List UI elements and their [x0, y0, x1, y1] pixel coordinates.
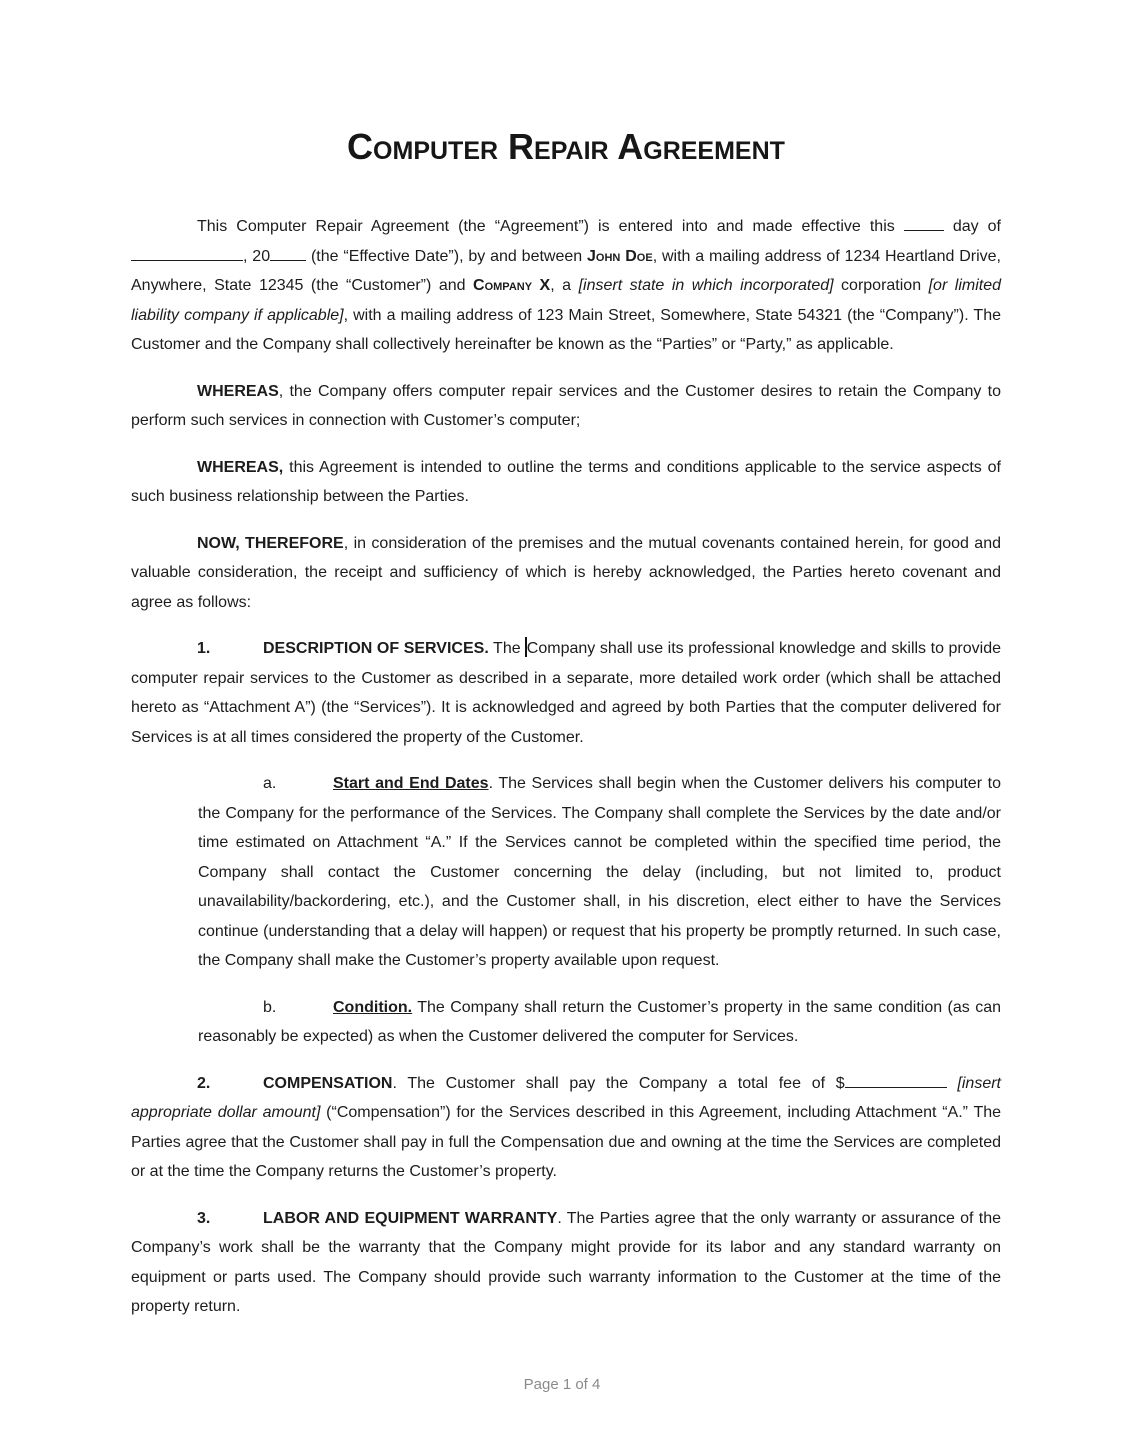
text-run: 1. — [197, 640, 211, 657]
paragraph-now-therefore — [131, 529, 1001, 618]
paragraph-section-2-compensation — [131, 1069, 1001, 1187]
text-run: corporation — [833, 277, 929, 294]
page-number: Page 1 of 4 — [523, 1376, 601, 1393]
document-title: Computer Repair Agreement — [347, 126, 785, 167]
fill-in-blank — [904, 216, 944, 231]
text-run: COMPENSATION — [263, 1074, 393, 1092]
text-run: , a — [550, 277, 579, 294]
text-run: a. — [263, 775, 277, 792]
text-run: (“Compensation”) for the Services described in this Agreement, including Attachment “A.” The Parties agree that the Customer shall pay in full the Compensation due and owning at the time the Services are completed or at the time the Company returns the Customer’s property. — [131, 1104, 1002, 1180]
text-run: b. — [263, 998, 277, 1016]
text-run: , with a mailing address of 123 Main Street, Somewhere, State 54321 (the “Company”). The Customer and the Company shall collectively hereinafter be known as the “Parties” or “Party,” as applicable. — [131, 306, 1001, 353]
text-run: (the “Effective Date”), by and between — [306, 247, 588, 265]
text-run: This Computer Repair Agreement (the “Agreement”) is entered into and made effective this — [197, 218, 904, 235]
text-run: 2. — [197, 1074, 211, 1092]
text-run: DESCRIPTION OF SERVICES. — [263, 640, 489, 657]
text-run: Company shall use its professional knowledge and skills to provide computer repair services to the Customer as described in a separate, more detailed work order (which shall be attached hereto as “Attachment A”) (the “Services”). It is acknowledged and agreed by both Parties that the computer delivered for Services is at all times considered the property of the Customer. — [131, 640, 1002, 746]
text-run: NOW, THEREFORE — [197, 534, 344, 552]
text-run: day of — [943, 218, 1002, 235]
paragraph-section-1-description-of-services — [131, 634, 1001, 752]
text-run: WHEREAS, — [197, 458, 284, 476]
text-run: LABOR AND EQUIPMENT WARRANTY — [263, 1209, 558, 1227]
text-run: Condition. — [333, 998, 413, 1016]
text-run: , the Company offers computer repair services and the Customer desires to retain the Company to perform such services in connection with Customer’s computer; — [131, 382, 1001, 429]
fill-in-blank — [131, 246, 243, 261]
paragraph-section-3-labor-and-equipment-warranty — [131, 1204, 1001, 1322]
text-run: John Doe — [587, 247, 653, 265]
text-run: The — [488, 640, 526, 657]
paragraph-whereas-2 — [131, 453, 1001, 512]
paragraph-intro — [131, 212, 1001, 360]
text-run: WHEREAS — [197, 382, 279, 400]
text-run: , in consideration of the premises and the mutual covenants contained herein, for good and valuable consideration, the receipt and sufficiency of which is hereby acknowledged, the Parties hereto covenant and agree as follows: — [131, 534, 1002, 611]
text-run: [insert state in which incorporated] — [578, 277, 834, 294]
text-run: [insert appropriate dollar amount] — [131, 1074, 1001, 1121]
text-run: Company X — [473, 277, 551, 294]
paragraph-section-1a-start-and-end-dates — [131, 769, 1001, 976]
text-run: , 20 — [243, 247, 271, 265]
text-run: [or limited liability company if applicable] — [131, 277, 1002, 324]
fill-in-blank — [845, 1073, 947, 1088]
text-run: The Company shall return the Customer’s property in the same condition (as can reasonably be expected) as when the Customer delivered the computer for Services. — [198, 998, 1001, 1045]
text-run: Start and End Dates — [333, 775, 489, 792]
text-run: . The Services shall begin when the Customer delivers his computer to the Company for the performance of the Services. The Company shall complete the Services by the date and/or time estimated on Attachment “A.” If the Services cannot be completed within the specified time period, the Company shall contact the Customer concerning the delay (including, but not limited to, product unavailability/backordering, etc.), and the Customer shall, in his discretion, elect either to have the Services continue (understanding that a delay will happen) or request that his property be promptly returned. In such case, the Company shall make the Customer’s property available upon request. — [198, 775, 1002, 969]
text-run — [947, 1075, 958, 1092]
fill-in-blank — [270, 246, 306, 261]
text-run: . The Parties agree that the only warranty or assurance of the Company’s work shall be the warranty that the Company might provide for its labor and any standard warranty on equipment or parts used. The Company should provide such warranty information to the Customer at the time of the property return. — [131, 1209, 1002, 1315]
paragraph-whereas-1 — [131, 377, 1001, 436]
text-run: , with a mailing address of 1234 Heartland Drive, Anywhere, State 12345 (the “Customer”) and — [131, 247, 1002, 294]
paragraph-section-1b-condition — [131, 993, 1001, 1052]
text-run: 3. — [197, 1209, 211, 1227]
text-run: this Agreement is intended to outline the terms and conditions applicable to the service aspects of such business relationship between the Parties. — [131, 458, 1001, 505]
text-run: . The Customer shall pay the Company a total fee of $ — [392, 1074, 845, 1092]
